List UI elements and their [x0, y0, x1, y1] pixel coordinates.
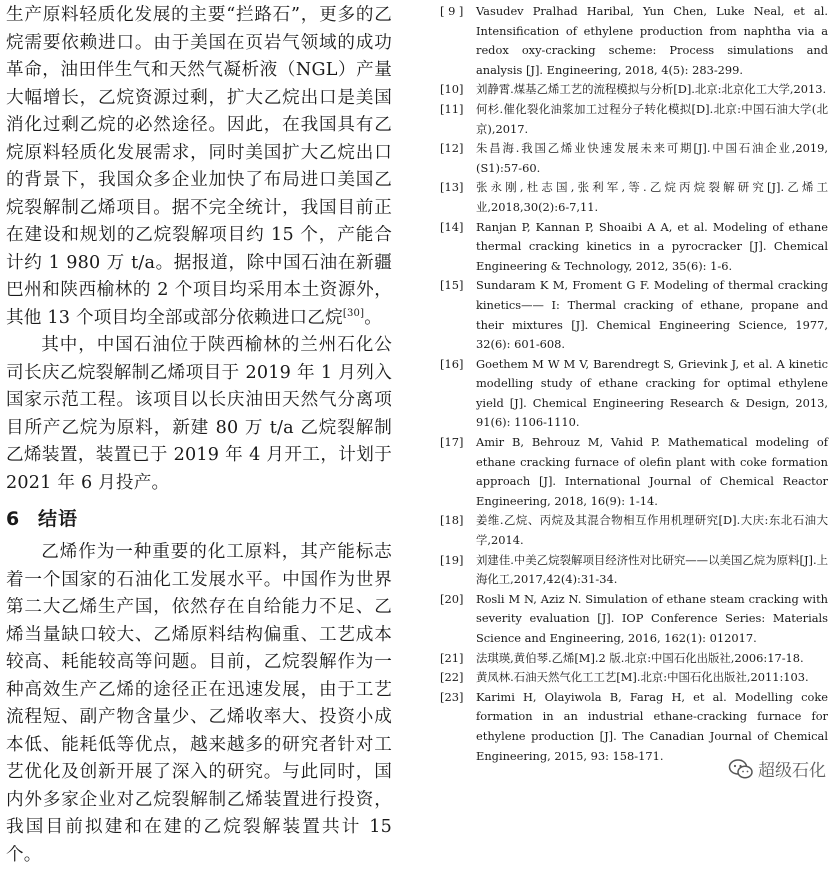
reference-text: 刘静霄.煤基乙烯工艺的流程模拟与分析[D].北京:北京化工大学,2013.: [476, 82, 827, 97]
reference-text: Goethem M W M V, Barendregt S, Grievink J, et al. A kinetic modelling study of ethane cracking for optimal ethylene yield [J]. Chemical Engineering Research & Design, 2013, 91(6): 1106-1110.: [476, 356, 828, 430]
reference-item: [440, 218, 828, 277]
reference-number: [16]: [440, 356, 464, 371]
watermark-text: 超级石化: [758, 761, 826, 781]
paragraph-end: 。: [364, 307, 382, 328]
reference-text: Rosli M N, Aziz N. Simulation of ethane steam cracking with severity evaluation [J]. IOP Conference Series: Materials Science and Engineering, 2016, 162(1): 012017.: [476, 591, 828, 645]
reference-number: [15]: [440, 278, 464, 293]
reference-number: [14]: [440, 219, 464, 234]
body-paragraph-1: [6, 2, 392, 332]
reference-text: 法琪瑛,黄伯琴.乙烯[M].2 版.北京:中国石化出版社,2006:17-18.: [476, 650, 804, 665]
reference-item: [440, 551, 828, 590]
reference-item: [440, 433, 828, 511]
reference-number: [10]: [440, 82, 464, 97]
reference-text: 朱昌海.我国乙烯业快速发展未来可期[J].中国石油企业,2019,(S1):57-60.: [476, 141, 828, 175]
body-paragraph-3: 乙烯作为一种重要的化工原料，其产能标志着一个国家的石油化工发展水平。中国作为世界第二大乙烯生产国，依然存在自给能力不足、乙烯当量缺口较大、乙烯原料结构偏重、工艺成本较高、耗能较高等问题。目前，乙烷裂解作为一种高效生产乙烯的途径正在迅速发展，由于工艺流程短、副产物含量少、乙烯收率大、投资小成本低、能耗低等优点，越来越多的研究者针对工艺优化及创新开展了深入的研究。与此同时，国内外多家企业对乙烷裂解制乙烯装置进行投资，我国目前拟建和在建的乙烷裂解装置共计 15 个。: [6, 542, 392, 865]
reference-text: 张永刚,杜志国,张利军,等.乙烷丙烷裂解研究[J].乙烯工业,2018,30(2):6-7,11.: [476, 180, 828, 214]
reference-text: Ranjan P, Kannan P, Shoaibi A A, et al. Modeling of ethane thermal cracking kinetics in a pyrocracker [J]. Chemical Engineering & Technology, 2012, 35(6): 1-6.: [476, 219, 828, 273]
references-column: [440, 2, 828, 766]
reference-item: [440, 276, 828, 354]
reference-text: 黄凤林.石油天然气化工工艺[M].北京:中国石化出版社,2011:103.: [476, 670, 809, 685]
section-title: 结语: [38, 508, 79, 530]
reference-text: 刘建佳.中美乙烷裂解项目经济性对比研究——以美国乙烷为原料[J].上海化工,2017,42(4):31-34.: [476, 552, 828, 587]
reference-number: [17]: [440, 435, 464, 450]
reference-item: [440, 2, 828, 80]
wechat-icon: [728, 758, 754, 780]
paragraph-text: 生产原料轻质化发展的主要“拦路石”，更多的乙烷需要依赖进口。由于美国在页岩气领域的成功革命，油田伴生气和天然气凝析液（NGL）产量大幅增长，乙烷资源过剩，扩大乙烷出口是美国消化过剩乙烷的必然途径。因此，在我国具有乙烷原料轻质化发展需求，同时美国扩大乙烷出口的背景下，我国众多企业加快了布局进口美国乙烷裂解制乙烯项目。据不完全统计，我国目前正在建设和规划的乙烷裂解项目约 15 个，产能合计约 1 980 万 t/a。据报道，除中国石油在新疆巴州和陕西榆林的 2 个项目均采用本土资源外，其他 13 个项目均全部或部分依赖进口乙烷: [6, 5, 392, 328]
reference-text: 何杉.催化裂化油浆加工过程分子转化模拟[D].北京:中国石油大学(北京),2017.: [476, 101, 828, 136]
reference-item: [440, 139, 828, 178]
left-column: [6, 2, 392, 869]
watermark: [725, 755, 829, 782]
section-number: 6: [6, 508, 21, 530]
reference-item: [440, 80, 828, 100]
reference-number: [22]: [440, 670, 464, 685]
reference-number: [19]: [440, 552, 464, 567]
reference-text: 姜维.乙烷、丙烷及其混合物相互作用机理研究[D].大庆:东北石油大学,2014.: [476, 513, 828, 548]
reference-number: [21]: [440, 650, 464, 665]
reference-text: Karimi H, Olayiwola B, Farag H, et al. Modelling coke formation in an industrial ethane-cracking furnace for ethylene production [J]. The Canadian Journal of Chemical Engineering, 2015, 93: 158-171.: [476, 689, 828, 763]
citation-marker: [30]: [342, 307, 365, 319]
reference-number: [20]: [440, 591, 464, 606]
reference-item: [440, 511, 828, 550]
reference-item: [440, 100, 828, 139]
reference-number: [23]: [440, 689, 464, 704]
reference-number: [18]: [440, 513, 464, 528]
reference-item: [440, 668, 828, 688]
reference-number: [12]: [440, 141, 464, 156]
reference-item: [440, 649, 828, 669]
reference-number: [13]: [440, 180, 464, 195]
reference-text: Amir B, Behrouz M, Vahid P. Mathematical modeling of ethane cracking furnace of olefin plant with coke formation approach [J]. International Journal of Chemical Reactor Engineering, 2018, 16(9): 1-14.: [476, 435, 828, 508]
section-heading: [6, 506, 392, 532]
reference-text: Vasudev Pralhad Haribal, Yun Chen, Luke Neal, et al. Intensification of ethylene production from naphtha via a redox oxy-cracking scheme: Process simulations and analysis [J]. Engineering, 2018, 4(5): 283-299.: [476, 4, 828, 77]
body-paragraph-2: 其中，中国石油位于陕西榆林的兰州石化公司长庆乙烷裂解制乙烯项目于 2019 年 1 月列入国家示范工程。该项目以长庆油田天然气分离项目所产乙烷为原料，新建 80 万 t/a 乙烷裂解制乙烯装置，装置已于 2019 年 4 月开工，计划于 2021 年 6 月投产。: [6, 335, 392, 493]
reference-item: [440, 178, 828, 217]
reference-item: [440, 355, 828, 433]
reference-item: [440, 590, 828, 649]
reference-number: [11]: [440, 101, 464, 116]
reference-number: [ 9 ]: [440, 4, 464, 18]
reference-text: Sundaram K M, Froment G F. Modeling of thermal cracking kinetics—— I: Thermal cracking of ethane, propane and their mixtures [J]. Chemical Engineering Science, 1977, 32(6): 601-608.: [476, 278, 828, 352]
